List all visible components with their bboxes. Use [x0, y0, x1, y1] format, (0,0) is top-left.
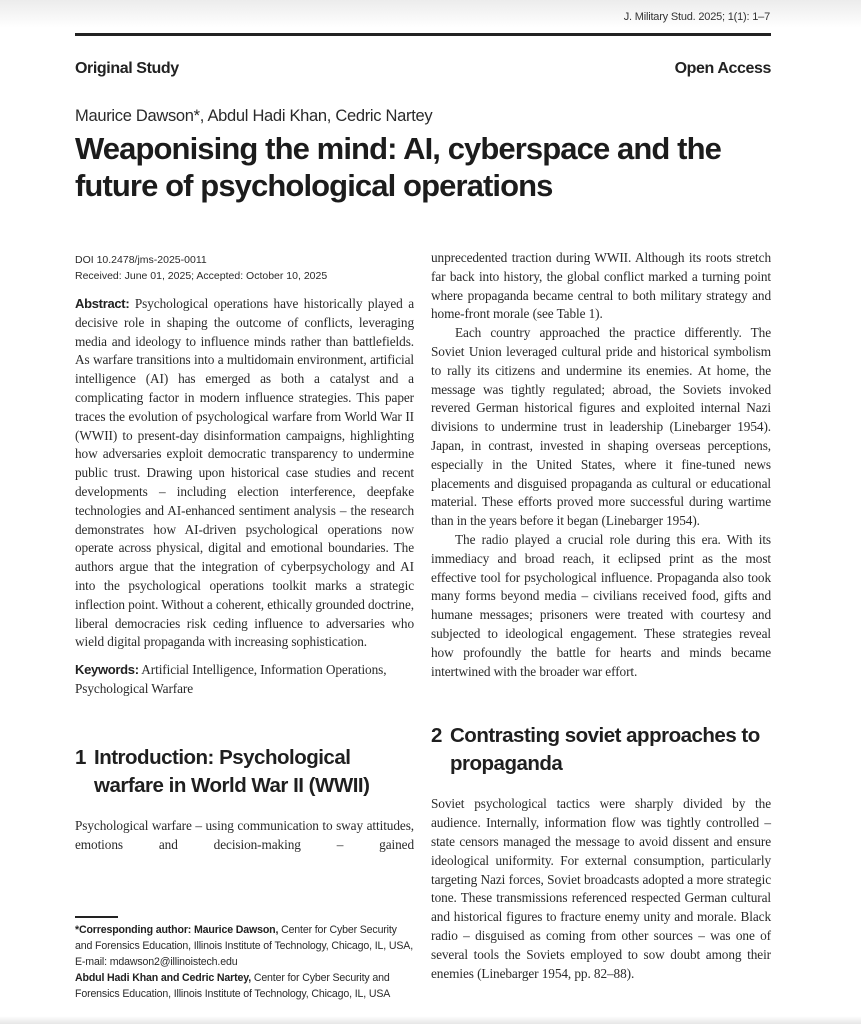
- paragraph: unprecedented traction during WWII. Although its roots stretch far back into history, the global conflict marked a turning point where propaganda became central to both military strategy and home-front morale (see Table 1).: [431, 250, 771, 322]
- footnote-rule: [75, 916, 118, 918]
- keywords-label: Keywords:: [75, 662, 139, 678]
- keywords: [75, 661, 414, 699]
- article-type: Original Study: [75, 60, 179, 77]
- running-head: J. Military Stud. 2025; 1(1): 1–7: [623, 11, 770, 23]
- doi[interactable]: DOI 10.2478/jms-2025-0011: [75, 254, 207, 266]
- section-title: Contrasting soviet approaches to propaganda: [450, 724, 760, 776]
- paragraph: The radio played a crucial role during this era. With its immediacy and broad reach, it eclipsed print as the most effective tool for psychological influence. Propaganda also took many forms beyond media – civilians received food, gifts and humane messages; prisoners were treated with courtesy and subjected to ideological engagement. These strategies reveal how profoundly the battle for hearts and minds became intertwined with the broader war effort.: [431, 531, 771, 679]
- keywords-text: Artificial Intelligence, Information Operations, Psychological Warfare: [75, 662, 387, 696]
- coauthors-note: [75, 970, 415, 1002]
- open-access-label: Open Access: [674, 60, 771, 77]
- coauthors-affiliation: Center for Cyber Security and Forensics Education, Illinois Institute of Technology, Chicago, IL, USA: [75, 972, 391, 1000]
- section-number: 1: [75, 745, 86, 769]
- paragraph: Soviet psychological tactics were sharply divided by the audience. Internally, information flow was tightly controlled – state censors managed the message to avoid dissent and ensure ideological uniformity. For external consumption, particularly targeting Nazi forces, Soviet broadcasts adopted a more strategic tone. These transmissions referenced respected German cultural and historical figures to fracture enemy unity and morale. Black radio – disguised as coming from other sources – was one of several tools the Soviets employed to sow doubt among their enemies (Linebarger 1954, pp. 82–88).: [431, 796, 771, 981]
- header-rule: [75, 33, 771, 36]
- footnotes: [75, 922, 415, 1002]
- corresponding-author-affiliation: Center for Cyber Security and Forensics Education, Illinois Institute of Technology, Chicago, IL, USA, E-mail: mdawson2@illinoistech.edu: [75, 924, 413, 968]
- article-meta: [75, 252, 414, 284]
- article-title: Weaponising the mind: AI, cyberspace and the future of psychological operations: [75, 131, 721, 203]
- coauthors-label: Abdul Hadi Khan and Cedric Nartey,: [75, 972, 252, 984]
- abstract-text: Psychological operations have historically played a decisive role in shaping the outcome of conflicts, leveraging media and ideology to influence minds rather than battlefields. As warfare transitions into a multidomain environment, artificial intelligence (AI) has emerged as both a catalyst and a complicating factor in modern influence strategies. This paper traces the evolution of psychological warfare from World War II (WWII) to present-day disinformation campaigns, highlighting how adversaries exploit democratic transparency to undermine public trust. Drawing upon historical case studies and recent developments – including election interference, deepfake technologies and AI-enhanced sentiment analysis – the research demonstrates how AI-driven psychological operations now operate across physical, digital and emotional boundaries. The authors argue that the integration of cyberpsychology and AI into the psychological operations toolkit marks a strategic inflection point. Without a coherent, ethically grounded doctrine, liberal democracies risk ceding influence to adversaries who wield digital propaganda with increasing sophistication.: [75, 296, 414, 650]
- abstract-label: Abstract:: [75, 296, 130, 311]
- abstract: [75, 295, 414, 652]
- section-number: 2: [431, 724, 442, 748]
- left-column: [75, 252, 414, 854]
- paragraph: Each country approached the practice differently. The Soviet Union leveraged cultural pride and historical symbolism to rally its citizens and undermine its enemies. At home, the message was tightly regulated; abroad, the Soviets invoked revered German historical figures and exploited internal Nazi divisions to undermine trust in leadership (Linebarger 1954). Japan, in contrast, invested in shaping overseas perceptions, especially in the United States, where it fine-tuned news placements and disguised propaganda as cultural or educational material. These efforts proved more successful during wartime than in the years before it began (Linebarger 1954).: [431, 325, 771, 529]
- corresponding-author-note: [75, 922, 415, 970]
- section-2-heading: [431, 722, 771, 778]
- page-bottom-edge: [0, 1016, 861, 1024]
- right-column: [431, 249, 771, 983]
- section-title: Introduction: Psychological warfare in World War II (WWII): [94, 745, 370, 797]
- section-1-heading: [75, 744, 414, 800]
- corresponding-author-label: *Corresponding author: Maurice Dawson,: [75, 924, 279, 936]
- paragraph: Psychological warfare – using communication to sway attitudes, emotions and decision-making – gained: [75, 817, 414, 852]
- author-list: Maurice Dawson*, Abdul Hadi Khan, Cedric Nartey: [75, 107, 433, 125]
- article-dates: Received: June 01, 2025; Accepted: October 10, 2025: [75, 270, 328, 282]
